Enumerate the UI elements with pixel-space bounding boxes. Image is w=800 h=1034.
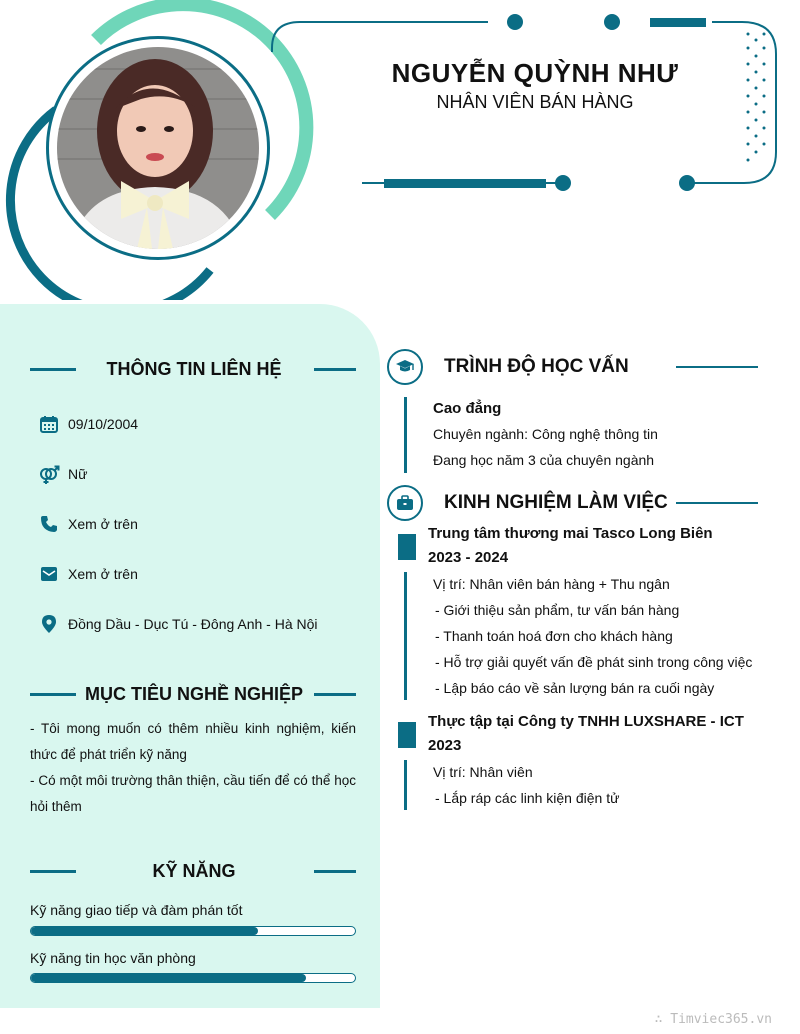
objective-text (30, 716, 356, 820)
experience-title: KINH NGHIỆM LÀM VIỆC (444, 492, 668, 513)
timeline-marker (398, 534, 416, 560)
contact-text: 09/10/2004 (68, 416, 139, 432)
education-degree: Cao đẳng (433, 400, 502, 417)
header-bar (650, 18, 706, 27)
skill-bar (30, 973, 356, 983)
objective-line: - Có một môi trường thân thiện, cầu tiến để có thể học hỏi thêm (30, 773, 356, 814)
skill-bar (30, 926, 356, 936)
job-task: - Hỗ trợ giải quyết vấn đề phát sinh trong công việc (435, 654, 753, 670)
job-task: - Thanh toán hoá đơn cho khách hàng (435, 628, 673, 644)
section-rule (314, 368, 356, 371)
contact-gender (38, 462, 87, 486)
watermark: ∴ Timviec365.vn (654, 1012, 772, 1027)
candidate-role: NHÂN VIÊN BÁN HÀNG (436, 92, 634, 112)
skill-label: Kỹ năng giao tiếp và đàm phán tốt (30, 902, 243, 918)
contact-text: Nữ (68, 466, 88, 482)
contact-text: Xem ở trên (68, 516, 138, 532)
timeline-line (404, 760, 407, 810)
header-bar (384, 179, 546, 188)
contact-text: Xem ở trên (68, 566, 138, 582)
briefcase-icon (387, 485, 423, 521)
location-icon (38, 613, 60, 635)
graduation-cap-icon (387, 349, 423, 385)
job-company: Thực tập tại Công ty TNHH LUXSHARE - ICT (428, 713, 744, 730)
objective-title: MỤC TIÊU NGHỀ NGHIỆP (84, 684, 303, 704)
contact-birthday (38, 412, 138, 436)
job-position: Vị trí: Nhân viên bán hàng + Thu ngân (433, 576, 670, 592)
gender-icon (38, 463, 60, 485)
job-position: Vị trí: Nhân viên (433, 764, 533, 780)
contact-title: THÔNG TIN LIÊN HỆ (106, 359, 282, 379)
timeline-line (404, 397, 407, 473)
mail-icon (38, 563, 60, 585)
section-rule (676, 502, 758, 504)
education-title: TRÌNH ĐỘ HỌC VẤN (444, 356, 629, 377)
job-task: - Lắp ráp các linh kiện điện tử (435, 790, 620, 806)
contact-text: Đồng Dầu - Dục Tú - Đông Anh - Hà Nội (68, 616, 318, 632)
header-dot (507, 14, 523, 30)
contact-address (38, 612, 318, 636)
job-period: 2023 (428, 737, 462, 754)
candidate-name: NGUYỄN QUỲNH NHƯ (391, 58, 679, 88)
phone-icon (38, 513, 60, 535)
section-rule (30, 693, 76, 696)
contact-email (38, 562, 138, 586)
job-task: - Giới thiệu sản phẩm, tư vấn bán hàng (435, 602, 680, 618)
section-rule (314, 870, 356, 873)
portrait-image (49, 39, 267, 257)
objective-line: - Tôi mong muốn có thêm nhiều kinh nghiệm, kiến thức để phát triển kỹ năng (30, 721, 356, 762)
section-rule (314, 693, 356, 696)
section-rule (30, 870, 76, 873)
calendar-icon (38, 413, 60, 435)
section-rule (676, 366, 758, 368)
timeline-line (404, 572, 407, 700)
skill-bar-fill (31, 974, 306, 982)
skills-title: KỸ NĂNG (152, 861, 236, 881)
job-company: Trung tâm thương mai Tasco Long Biên (428, 525, 713, 542)
header-dot (604, 14, 620, 30)
avatar (46, 36, 270, 260)
education-status: Đang học năm 3 của chuyên ngành (433, 452, 655, 468)
skill-bar-fill (31, 927, 258, 935)
job-task: - Lập báo cáo về sản lượng bán ra cuối ngày (435, 680, 715, 696)
header-dot (679, 175, 695, 191)
skill-label: Kỹ năng tin học văn phòng (30, 950, 196, 966)
job-period: 2023 - 2024 (428, 549, 509, 566)
education-major: Chuyên ngành: Công nghệ thông tin (433, 426, 658, 442)
header-dot (555, 175, 571, 191)
timeline-marker (398, 722, 416, 748)
section-rule (30, 368, 76, 371)
contact-phone (38, 512, 138, 536)
